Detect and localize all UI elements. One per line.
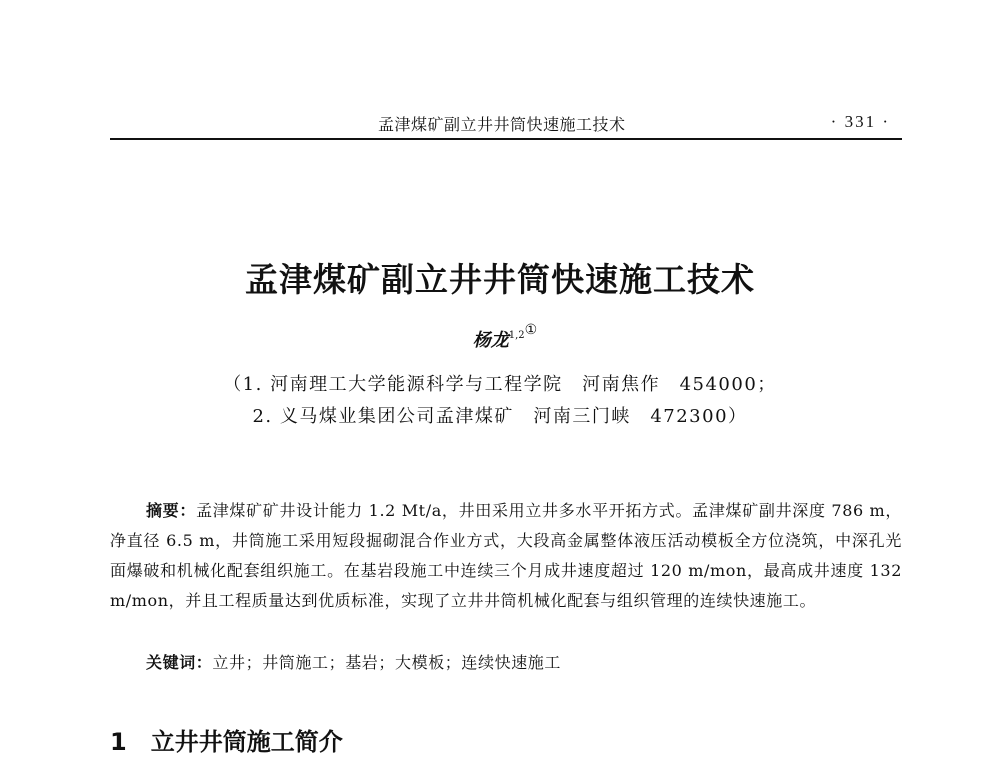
keywords: [146, 650, 561, 673]
abstract-label: 摘要：: [146, 501, 197, 520]
running-title: 孟津煤矿副立井井筒快速施工技术: [378, 115, 626, 134]
abstract-text: 孟津煤矿矿井设计能力 1.2 Mt/a，井田采用立井多水平开拓方式。孟津煤矿副井深度 786 m，净直径 6.5 m，井筒施工采用短段掘砌混合作业方式，大段高金属整体液压活动模板全方位浇筑，中深孔光面爆破和机械化配套组织施工。在基岩段施工中连续三个月成井速度超过 120 m/mon，最高成井速度 132 m/mon，并且工程质量达到优质标准，实现了立井井筒机械化配套与组织管理的连续快速施工。: [110, 501, 902, 610]
affiliation-1: （1. 河南理工大学能源科学与工程学院 河南焦作 454000；: [223, 374, 777, 395]
author-affiliation-marker: 1,2: [508, 330, 525, 341]
running-header: [110, 110, 902, 140]
author-footnote-marker: ①: [524, 322, 538, 338]
paper-title: 孟津煤矿副立井井筒快速施工技术: [245, 260, 755, 299]
page-number: · 331 ·: [830, 112, 890, 131]
author-name: 杨龙: [472, 330, 509, 351]
author-line: [0, 322, 1000, 352]
affiliation-2: 2. 义马煤业集团公司孟津煤矿 河南三门峡 472300）: [252, 406, 748, 427]
keywords-text: 立井；井筒施工；基岩；大模板；连续快速施工: [212, 653, 562, 672]
section-heading: 1 立井井筒施工简介: [110, 728, 343, 756]
keywords-label: 关键词：: [146, 653, 213, 672]
abstract: [110, 496, 902, 616]
